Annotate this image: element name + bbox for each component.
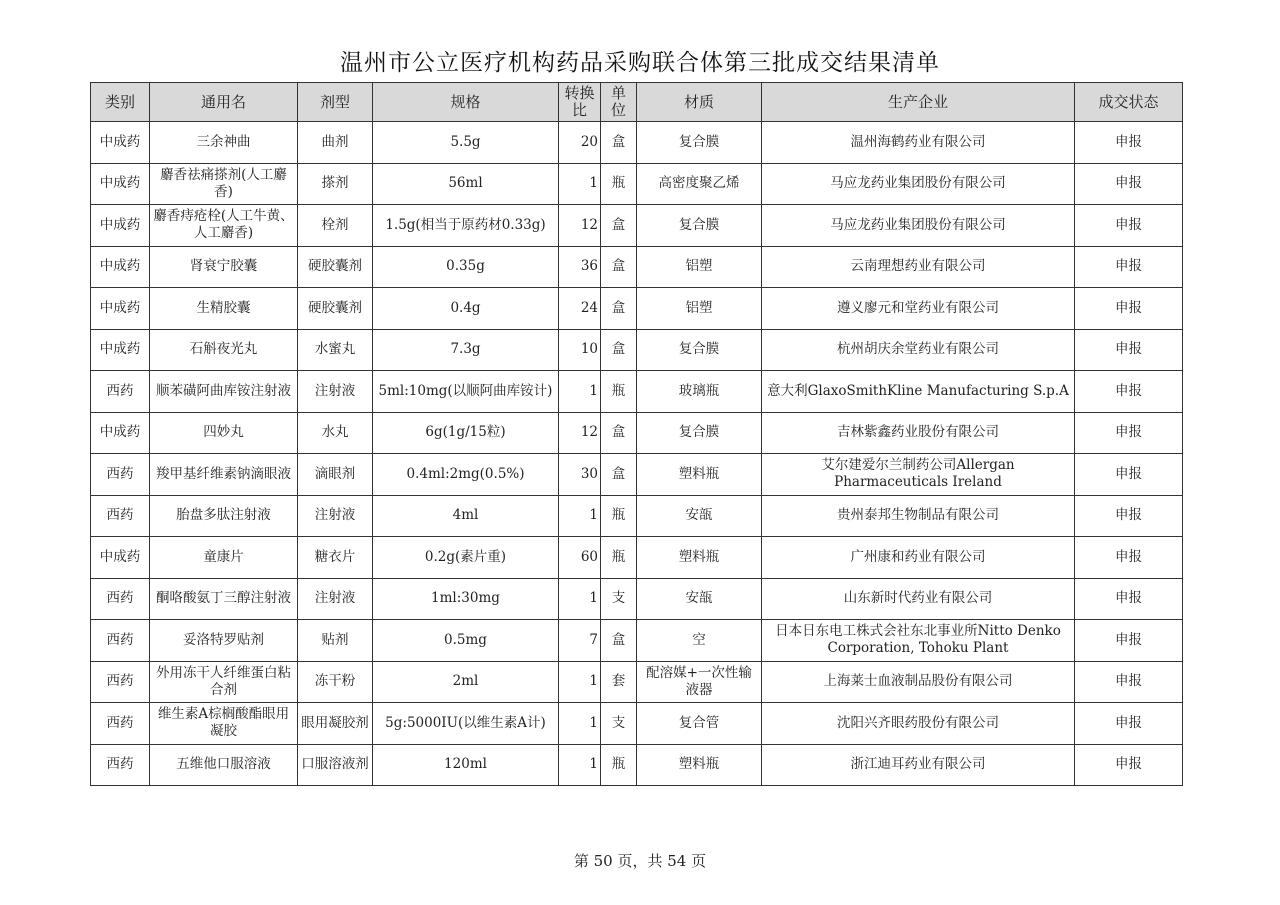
cell-ratio: 1	[559, 163, 601, 205]
cell-unit: 瓶	[601, 537, 637, 579]
cell-name: 生精胶囊	[150, 288, 298, 330]
header-manufacturer: 生产企业	[762, 83, 1075, 122]
cell-status: 申报	[1075, 537, 1183, 579]
cell-unit: 瓶	[601, 744, 637, 786]
cell-ratio: 1	[559, 703, 601, 745]
cell-manufacturer: 吉林紫鑫药业股份有限公司	[762, 412, 1075, 454]
cell-material: 安瓿	[637, 495, 762, 537]
header-spec: 规格	[373, 83, 559, 122]
cell-name: 顺苯磺阿曲库铵注射液	[150, 371, 298, 413]
cell-manufacturer: 艾尔建爱尔兰制药公司Allergan Pharmaceuticals Ireland	[762, 454, 1075, 496]
cell-name: 石斛夜光丸	[150, 329, 298, 371]
cell-form: 水蜜丸	[298, 329, 373, 371]
table-row	[91, 205, 1183, 247]
cell-ratio: 24	[559, 288, 601, 330]
cell-category: 中成药	[91, 537, 150, 579]
cell-status: 申报	[1075, 371, 1183, 413]
cell-ratio: 36	[559, 246, 601, 288]
cell-name: 外用冻干人纤维蛋白粘合剂	[150, 661, 298, 703]
cell-unit: 盒	[601, 246, 637, 288]
header-unit: 单位	[601, 83, 637, 122]
cell-unit: 瓶	[601, 163, 637, 205]
cell-unit: 盒	[601, 205, 637, 247]
cell-status: 申报	[1075, 495, 1183, 537]
cell-form: 硬胶囊剂	[298, 288, 373, 330]
results-table	[90, 82, 1183, 786]
cell-material: 高密度聚乙烯	[637, 163, 762, 205]
cell-unit: 支	[601, 703, 637, 745]
cell-form: 搽剂	[298, 163, 373, 205]
cell-form: 注射液	[298, 578, 373, 620]
cell-material: 塑料瓶	[637, 744, 762, 786]
table-row	[91, 661, 1183, 703]
table-row	[91, 703, 1183, 745]
cell-material: 复合膜	[637, 122, 762, 164]
table-row	[91, 246, 1183, 288]
table-row	[91, 454, 1183, 496]
cell-form: 滴眼剂	[298, 454, 373, 496]
cell-category: 中成药	[91, 329, 150, 371]
cell-spec: 7.3g	[373, 329, 559, 371]
cell-material: 塑料瓶	[637, 537, 762, 579]
cell-ratio: 1	[559, 661, 601, 703]
cell-status: 申报	[1075, 412, 1183, 454]
page-footer: 第 50 页，共 54 页	[573, 852, 707, 870]
cell-ratio: 1	[559, 578, 601, 620]
cell-name: 肾衰宁胶囊	[150, 246, 298, 288]
page-title: 温州市公立医疗机构药品采购联合体第三批成交结果清单	[340, 50, 940, 76]
cell-status: 申报	[1075, 163, 1183, 205]
cell-name: 胎盘多肽注射液	[150, 495, 298, 537]
cell-material: 复合膜	[637, 205, 762, 247]
cell-material: 复合膜	[637, 412, 762, 454]
cell-ratio: 30	[559, 454, 601, 496]
table-row	[91, 744, 1183, 786]
cell-material: 复合管	[637, 703, 762, 745]
cell-category: 西药	[91, 744, 150, 786]
cell-status: 申报	[1075, 703, 1183, 745]
cell-status: 申报	[1075, 205, 1183, 247]
cell-form: 注射液	[298, 371, 373, 413]
cell-unit: 瓶	[601, 371, 637, 413]
cell-material: 空	[637, 620, 762, 662]
cell-status: 申报	[1075, 661, 1183, 703]
table-row	[91, 371, 1183, 413]
cell-spec: 2ml	[373, 661, 559, 703]
header-form: 剂型	[298, 83, 373, 122]
cell-material: 玻璃瓶	[637, 371, 762, 413]
cell-unit: 支	[601, 578, 637, 620]
cell-ratio: 1	[559, 371, 601, 413]
table-row	[91, 412, 1183, 454]
cell-unit: 盒	[601, 620, 637, 662]
cell-spec: 120ml	[373, 744, 559, 786]
cell-spec: 5g:5000IU(以维生素A计)	[373, 703, 559, 745]
cell-category: 西药	[91, 454, 150, 496]
cell-category: 中成药	[91, 205, 150, 247]
cell-ratio: 60	[559, 537, 601, 579]
cell-material: 铝塑	[637, 288, 762, 330]
cell-status: 申报	[1075, 578, 1183, 620]
cell-manufacturer: 贵州泰邦生物制品有限公司	[762, 495, 1075, 537]
cell-unit: 盒	[601, 412, 637, 454]
cell-material: 复合膜	[637, 329, 762, 371]
cell-name: 羧甲基纤维素钠滴眼液	[150, 454, 298, 496]
cell-category: 中成药	[91, 412, 150, 454]
table-row	[91, 495, 1183, 537]
cell-status: 申报	[1075, 620, 1183, 662]
cell-category: 西药	[91, 620, 150, 662]
cell-ratio: 10	[559, 329, 601, 371]
cell-manufacturer: 马应龙药业集团股份有限公司	[762, 163, 1075, 205]
cell-unit: 套	[601, 661, 637, 703]
cell-manufacturer: 遵义廖元和堂药业有限公司	[762, 288, 1075, 330]
cell-spec: 0.4g	[373, 288, 559, 330]
cell-category: 西药	[91, 578, 150, 620]
cell-manufacturer: 马应龙药业集团股份有限公司	[762, 205, 1075, 247]
cell-manufacturer: 杭州胡庆余堂药业有限公司	[762, 329, 1075, 371]
cell-form: 栓剂	[298, 205, 373, 247]
cell-manufacturer: 云南理想药业有限公司	[762, 246, 1075, 288]
cell-name: 酮咯酸氨丁三醇注射液	[150, 578, 298, 620]
cell-form: 水丸	[298, 412, 373, 454]
cell-unit: 盒	[601, 288, 637, 330]
header-name: 通用名	[150, 83, 298, 122]
cell-form: 贴剂	[298, 620, 373, 662]
cell-category: 西药	[91, 495, 150, 537]
table-row	[91, 620, 1183, 662]
cell-form: 曲剂	[298, 122, 373, 164]
cell-spec: 56ml	[373, 163, 559, 205]
cell-form: 口服溶液剂	[298, 744, 373, 786]
cell-category: 西药	[91, 371, 150, 413]
cell-spec: 0.35g	[373, 246, 559, 288]
cell-ratio: 20	[559, 122, 601, 164]
cell-unit: 盒	[601, 329, 637, 371]
cell-name: 麝香祛痛搽剂(人工麝香)	[150, 163, 298, 205]
cell-status: 申报	[1075, 288, 1183, 330]
cell-name: 五维他口服溶液	[150, 744, 298, 786]
cell-form: 硬胶囊剂	[298, 246, 373, 288]
cell-material: 塑料瓶	[637, 454, 762, 496]
cell-manufacturer: 沈阳兴齐眼药股份有限公司	[762, 703, 1075, 745]
cell-name: 童康片	[150, 537, 298, 579]
cell-spec: 1.5g(相当于原药材0.33g)	[373, 205, 559, 247]
table-row	[91, 578, 1183, 620]
cell-name: 妥洛特罗贴剂	[150, 620, 298, 662]
cell-manufacturer: 上海莱士血液制品股份有限公司	[762, 661, 1075, 703]
cell-spec: 0.5mg	[373, 620, 559, 662]
cell-manufacturer: 意大利GlaxoSmithKline Manufacturing S.p.A	[762, 371, 1075, 413]
header-material: 材质	[637, 83, 762, 122]
cell-ratio: 12	[559, 205, 601, 247]
cell-ratio: 1	[559, 744, 601, 786]
cell-unit: 瓶	[601, 495, 637, 537]
cell-category: 中成药	[91, 246, 150, 288]
cell-spec: 5.5g	[373, 122, 559, 164]
cell-spec: 0.4ml:2mg(0.5%)	[373, 454, 559, 496]
cell-ratio: 12	[559, 412, 601, 454]
cell-form: 冻干粉	[298, 661, 373, 703]
table-row	[91, 329, 1183, 371]
cell-spec: 4ml	[373, 495, 559, 537]
cell-spec: 1ml:30mg	[373, 578, 559, 620]
cell-unit: 盒	[601, 454, 637, 496]
cell-name: 三余神曲	[150, 122, 298, 164]
header-category: 类别	[91, 83, 150, 122]
cell-ratio: 1	[559, 495, 601, 537]
table-row	[91, 122, 1183, 164]
cell-unit: 盒	[601, 122, 637, 164]
cell-status: 申报	[1075, 246, 1183, 288]
cell-manufacturer: 广州康和药业有限公司	[762, 537, 1075, 579]
cell-name: 麝香痔疮栓(人工牛黄、人工麝香)	[150, 205, 298, 247]
cell-spec: 6g(1g/15粒)	[373, 412, 559, 454]
table-row	[91, 163, 1183, 205]
cell-spec: 5ml:10mg(以顺阿曲库铵计)	[373, 371, 559, 413]
cell-form: 眼用凝胶剂	[298, 703, 373, 745]
cell-name: 四妙丸	[150, 412, 298, 454]
cell-spec: 0.2g(素片重)	[373, 537, 559, 579]
cell-material: 铝塑	[637, 246, 762, 288]
cell-ratio: 7	[559, 620, 601, 662]
cell-status: 申报	[1075, 122, 1183, 164]
table-row	[91, 288, 1183, 330]
cell-status: 申报	[1075, 329, 1183, 371]
cell-manufacturer: 山东新时代药业有限公司	[762, 578, 1075, 620]
cell-category: 中成药	[91, 122, 150, 164]
cell-form: 注射液	[298, 495, 373, 537]
cell-manufacturer: 温州海鹤药业有限公司	[762, 122, 1075, 164]
cell-manufacturer: 日本日东电工株式会社东北事业所Nitto Denko Corporation, Tohoku Plant	[762, 620, 1075, 662]
header-status: 成交状态	[1075, 83, 1183, 122]
table-header-row	[91, 83, 1183, 122]
cell-category: 中成药	[91, 163, 150, 205]
cell-name: 维生素A棕榈酸酯眼用凝胶	[150, 703, 298, 745]
table-row	[91, 537, 1183, 579]
cell-status: 申报	[1075, 744, 1183, 786]
cell-material: 配溶媒+一次性输液器	[637, 661, 762, 703]
cell-form: 糖衣片	[298, 537, 373, 579]
cell-category: 西药	[91, 661, 150, 703]
cell-material: 安瓿	[637, 578, 762, 620]
cell-category: 西药	[91, 703, 150, 745]
header-ratio: 转换比	[559, 83, 601, 122]
cell-status: 申报	[1075, 454, 1183, 496]
cell-manufacturer: 浙江迪耳药业有限公司	[762, 744, 1075, 786]
cell-category: 中成药	[91, 288, 150, 330]
